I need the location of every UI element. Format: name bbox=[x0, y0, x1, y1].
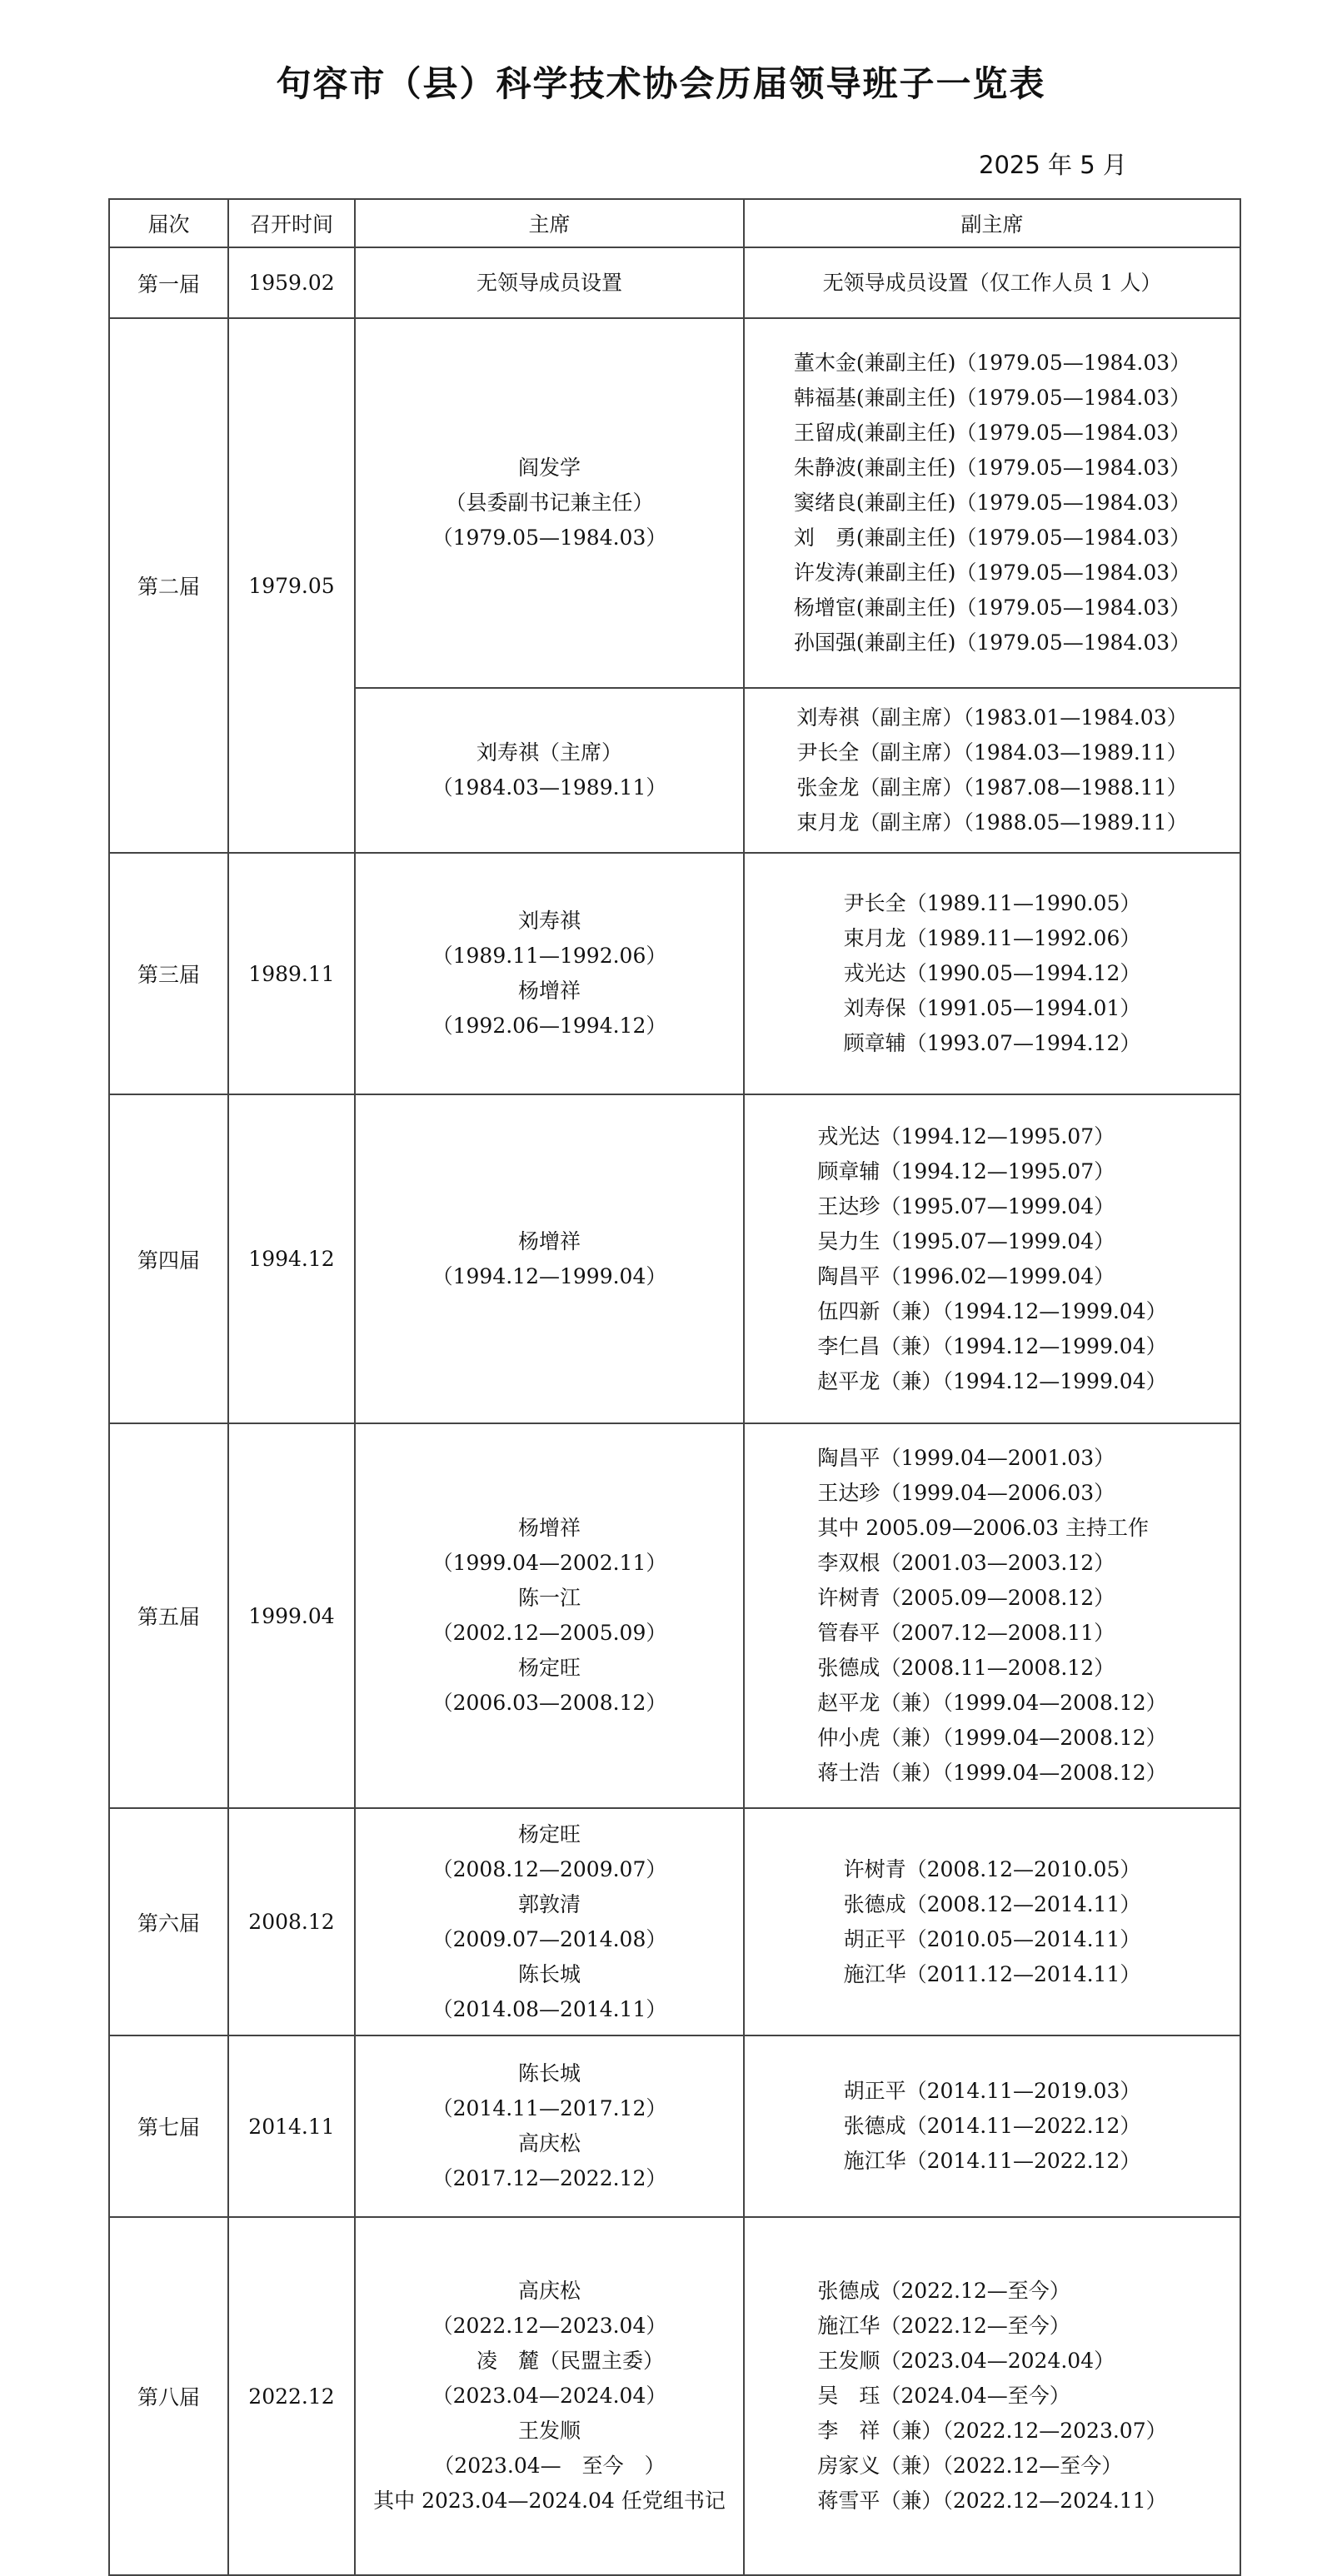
vice-chair-list bbox=[794, 346, 1190, 660]
vice-chair-entry: 吴 珏（2024.04—至今） bbox=[817, 2384, 1070, 2408]
vice-chair-entry: 王达珍（1999.04—2006.03） bbox=[817, 1481, 1115, 1505]
chair-entry: 无领导成员设置 bbox=[476, 270, 622, 295]
chair-entry: 陈一江 bbox=[517, 1586, 581, 1610]
vice-chair-entry: 陶昌平（1999.04—2001.03） bbox=[817, 1446, 1115, 1470]
vice-chair-entry: 王发顺（2023.04—2024.04） bbox=[817, 2349, 1115, 2373]
time-cell: 1989.11 bbox=[228, 853, 355, 1094]
vice-chair-entry: 张德成（2014.11—2022.12） bbox=[843, 2114, 1141, 2138]
header-time: 召开时间 bbox=[228, 199, 355, 247]
chair-entry: 杨增祥 bbox=[517, 1516, 581, 1540]
vice-chair-entry: 陶昌平（1996.02—1999.04） bbox=[817, 1263, 1115, 1288]
chair-entry: 杨增祥 bbox=[517, 979, 581, 1003]
chair-entry: 陈长城 bbox=[517, 2061, 581, 2085]
chair-entry: 刘寿祺 bbox=[517, 909, 581, 933]
chair-list bbox=[356, 2274, 743, 2519]
vice-chair-list bbox=[796, 700, 1187, 840]
chair-list bbox=[745, 266, 1240, 301]
chair-entry: （1989.11—1992.06） bbox=[432, 944, 667, 968]
time-cell: 2022.12 bbox=[228, 2217, 355, 2575]
time-cell: 2014.11 bbox=[228, 2035, 355, 2217]
table-header-row bbox=[109, 199, 1240, 247]
chair-entry: 无领导成员设置（仅工作人员 1 人） bbox=[822, 270, 1162, 295]
table-row bbox=[109, 1094, 1240, 1423]
chair-entry: （2014.08—2014.11） bbox=[432, 1996, 667, 2021]
vice-chair-entry: 蒋士浩（兼）（1999.04—2008.12） bbox=[817, 1761, 1167, 1785]
chair-entry: （1999.04—2002.11） bbox=[432, 1551, 667, 1575]
vice-chair-entry: 尹长全（副主席）（1984.03—1989.11） bbox=[796, 740, 1188, 765]
vice-chair-cell bbox=[744, 2035, 1240, 2217]
vice-chair-entry: 孙国强(兼副主任)（1979.05—1984.03） bbox=[793, 630, 1191, 655]
document-date: 2025 年 5 月 bbox=[979, 151, 1127, 179]
chair-entry: （2009.07—2014.08） bbox=[432, 1926, 667, 1951]
vice-chair-entry: 胡正平（2010.05—2014.11） bbox=[843, 1926, 1141, 1951]
vice-chair-entry: 赵平龙（兼）（1999.04—2008.12） bbox=[817, 1691, 1167, 1715]
chair-list bbox=[356, 1224, 743, 1294]
chair-entry: （2006.03—2008.12） bbox=[432, 1691, 667, 1715]
chair-entry: 刘寿祺（主席） bbox=[476, 740, 622, 765]
table-body bbox=[109, 247, 1240, 2575]
chair-entry: 杨定旺 bbox=[517, 1821, 581, 1846]
vice-chair-cell bbox=[744, 1808, 1240, 2035]
table-row bbox=[109, 1423, 1240, 1808]
chair-list bbox=[356, 1817, 743, 2027]
vice-chair-entry: 李仁昌（兼）（1994.12—1999.04） bbox=[817, 1333, 1167, 1358]
chair-list bbox=[356, 904, 743, 1044]
vice-chair-entry: 戎光达（1994.12—1995.07） bbox=[817, 1124, 1115, 1148]
vice-chair-entry: 胡正平（2014.11—2019.03） bbox=[843, 2079, 1141, 2103]
vice-chair-entry: 许发涛(兼副主任)（1979.05—1984.03） bbox=[793, 561, 1191, 585]
chair-cell bbox=[355, 2035, 744, 2217]
page-title: 句容市（县）科学技术协会历届领导班子一览表 bbox=[276, 63, 1046, 104]
vice-chair-entry: 尹长全（1989.11—1990.05） bbox=[843, 891, 1141, 915]
time-cell: 2008.12 bbox=[228, 1808, 355, 2035]
vice-chair-entry: 李双根（2001.03—2003.12） bbox=[817, 1551, 1115, 1575]
session-cell: 第三届 bbox=[109, 853, 228, 1094]
vice-chair-entry: 李 祥（兼）（2022.12—2023.07） bbox=[817, 2419, 1167, 2443]
vice-chair-entry: 杨增宦(兼副主任)（1979.05—1984.03） bbox=[793, 595, 1191, 620]
vice-chair-entry: 张德成（2008.11—2008.12） bbox=[817, 1656, 1115, 1680]
chair-entry: 阎发学 bbox=[517, 456, 581, 480]
chair-cell bbox=[355, 1808, 744, 2035]
vice-chair-entry: 张金龙（副主席）（1987.08—1988.11） bbox=[796, 775, 1188, 800]
time-cell: 1979.05 bbox=[228, 318, 355, 853]
table-row bbox=[109, 2217, 1240, 2575]
chair-list bbox=[356, 2056, 743, 2196]
chair-cell bbox=[355, 688, 744, 853]
vice-chair-entry: 房家义（兼）（2022.12—至今） bbox=[817, 2454, 1123, 2478]
chair-entry: 杨增祥 bbox=[517, 1228, 581, 1253]
chair-list bbox=[356, 1511, 743, 1721]
vice-chair-entry: 施江华（2014.11—2022.12） bbox=[843, 2149, 1141, 2173]
chair-cell bbox=[355, 2217, 744, 2575]
chair-cell bbox=[355, 247, 744, 318]
chair-entry: （1992.06—1994.12） bbox=[432, 1014, 667, 1038]
chair-entry: （1979.05—1984.03） bbox=[432, 526, 667, 550]
chair-entry: （2008.12—2009.07） bbox=[432, 1856, 667, 1881]
table-row bbox=[109, 853, 1240, 1094]
vice-chair-entry: 管春平（2007.12—2008.11） bbox=[817, 1621, 1115, 1645]
vice-chair-list bbox=[817, 2274, 1166, 2519]
time-cell: 1999.04 bbox=[228, 1423, 355, 1808]
chair-entry: 高庆松 bbox=[517, 2279, 581, 2303]
vice-chair-entry: 朱静波(兼副主任)（1979.05—1984.03） bbox=[793, 456, 1191, 480]
vice-chair-list bbox=[844, 886, 1141, 1061]
vice-chair-entry: 仲小虎（兼）（1999.04—2008.12） bbox=[817, 1726, 1167, 1750]
chair-entry: 陈长城 bbox=[517, 1961, 581, 1986]
vice-chair-entry: 张德成（2008.12—2014.11） bbox=[843, 1891, 1141, 1916]
vice-chair-entry: 王达珍（1995.07—1999.04） bbox=[817, 1193, 1115, 1218]
chair-list bbox=[356, 266, 743, 301]
vice-chair-entry: 刘寿祺（副主席）（1983.01—1984.03） bbox=[796, 705, 1188, 730]
vice-chair-entry: 许树青（2008.12—2010.05） bbox=[843, 1856, 1141, 1881]
vice-chair-entry: 董木金(兼副主任)（1979.05—1984.03） bbox=[793, 351, 1191, 375]
chair-list bbox=[356, 735, 743, 805]
chair-entry: （2002.12—2005.09） bbox=[432, 1621, 667, 1645]
vice-chair-entry: 王留成(兼副主任)（1979.05—1984.03） bbox=[793, 421, 1191, 445]
chair-entry: （2017.12—2022.12） bbox=[432, 2166, 667, 2190]
session-cell: 第八届 bbox=[109, 2217, 228, 2575]
vice-chair-entry: 窦绪良(兼副主任)（1979.05—1984.03） bbox=[793, 491, 1191, 515]
vice-chair-list bbox=[817, 1441, 1166, 1791]
vice-chair-entry: 赵平龙（兼）（1994.12—1999.04） bbox=[817, 1368, 1167, 1393]
session-cell: 第二届 bbox=[109, 318, 228, 853]
time-cell: 1959.02 bbox=[228, 247, 355, 318]
time-cell: 1994.12 bbox=[228, 1094, 355, 1423]
chair-cell bbox=[355, 1423, 744, 1808]
vice-chair-cell bbox=[744, 247, 1240, 318]
chair-entry: （2023.04— 至今 ） bbox=[433, 2454, 666, 2478]
chair-entry: （1994.12—1999.04） bbox=[432, 1263, 667, 1288]
vice-chair-entry: 吴力生（1995.07—1999.04） bbox=[817, 1228, 1115, 1253]
vice-chair-entry: 张德成（2022.12—至今） bbox=[817, 2279, 1070, 2303]
chair-entry: （2023.04—2024.04） bbox=[432, 2384, 667, 2408]
chair-entry: 其中 2023.04—2024.04 任党组书记 bbox=[373, 2489, 726, 2513]
leadership-table bbox=[108, 198, 1241, 2576]
vice-chair-cell bbox=[744, 1094, 1240, 1423]
table-row bbox=[109, 318, 1240, 688]
chair-cell bbox=[355, 1094, 744, 1423]
vice-chair-list bbox=[817, 1119, 1166, 1399]
table-row bbox=[109, 247, 1240, 318]
vice-chair-entry: 束月龙（副主席）（1988.05—1989.11） bbox=[796, 810, 1188, 835]
chair-entry: （1984.03—1989.11） bbox=[432, 775, 667, 800]
vice-chair-list bbox=[844, 2074, 1141, 2179]
chair-entry: 王发顺 bbox=[517, 2419, 581, 2443]
chair-cell bbox=[355, 318, 744, 688]
vice-chair-entry: 施江华（2022.12—至今） bbox=[817, 2314, 1070, 2338]
session-cell: 第六届 bbox=[109, 1808, 228, 2035]
vice-chair-entry: 戎光达（1990.05—1994.12） bbox=[843, 961, 1141, 985]
header-session: 届次 bbox=[109, 199, 228, 247]
header-vice-chair: 副主席 bbox=[744, 199, 1240, 247]
vice-chair-entry: 施江华（2011.12—2014.11） bbox=[843, 1961, 1141, 1986]
vice-chair-entry: 许树青（2005.09—2008.12） bbox=[817, 1586, 1115, 1610]
vice-chair-list bbox=[844, 1852, 1141, 1992]
table-row bbox=[109, 1808, 1240, 2035]
session-cell: 第四届 bbox=[109, 1094, 228, 1423]
chair-cell bbox=[355, 853, 744, 1094]
chair-entry: （2022.12—2023.04） bbox=[432, 2314, 667, 2338]
vice-chair-cell bbox=[744, 1423, 1240, 1808]
chair-entry: 郭敦清 bbox=[517, 1891, 581, 1916]
vice-chair-entry: 顾章辅（1994.12—1995.07） bbox=[817, 1158, 1115, 1183]
vice-chair-cell bbox=[744, 2217, 1240, 2575]
session-cell: 第七届 bbox=[109, 2035, 228, 2217]
chair-entry: （县委副书记兼主任） bbox=[445, 491, 654, 515]
table-row bbox=[109, 2035, 1240, 2217]
vice-chair-entry: 韩福基(兼副主任)（1979.05—1984.03） bbox=[793, 386, 1191, 410]
header-chair: 主席 bbox=[355, 199, 744, 247]
vice-chair-cell bbox=[744, 318, 1240, 688]
chair-entry: 高庆松 bbox=[517, 2131, 581, 2155]
session-cell: 第一届 bbox=[109, 247, 228, 318]
vice-chair-entry: 刘寿保（1991.05—1994.01） bbox=[843, 996, 1141, 1020]
vice-chair-entry: 伍四新（兼）（1994.12—1999.04） bbox=[817, 1298, 1167, 1323]
vice-chair-entry: 蒋雪平（兼）（2022.12—2024.11） bbox=[817, 2489, 1167, 2513]
chair-entry: （2014.11—2017.12） bbox=[432, 2096, 667, 2120]
vice-chair-entry: 其中 2005.09—2006.03 主持工作 bbox=[817, 1516, 1150, 1540]
chair-list bbox=[356, 451, 743, 556]
vice-chair-cell bbox=[744, 688, 1240, 853]
vice-chair-cell bbox=[744, 853, 1240, 1094]
chair-entry: 杨定旺 bbox=[517, 1656, 581, 1680]
chair-entry: 凌 麓（民盟主委） bbox=[434, 2349, 664, 2373]
vice-chair-entry: 顾章辅（1993.07—1994.12） bbox=[843, 1031, 1141, 1055]
session-cell: 第五届 bbox=[109, 1423, 228, 1808]
vice-chair-entry: 刘 勇(兼副主任)（1979.05—1984.03） bbox=[793, 526, 1191, 550]
vice-chair-entry: 束月龙（1989.11—1992.06） bbox=[843, 926, 1141, 950]
